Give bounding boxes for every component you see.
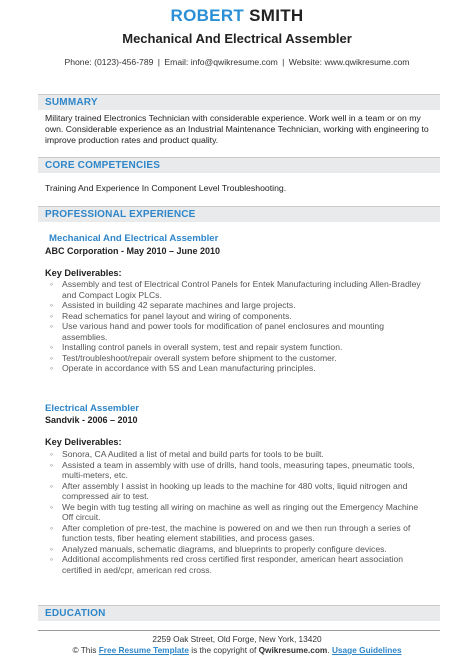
website-label: Website: [288, 57, 323, 67]
website-value[interactable]: www.qwikresume.com [324, 57, 410, 67]
copyright-usage: . [327, 645, 332, 655]
bullet-icon: ◦ [50, 554, 54, 564]
key-deliverables-label: Key Deliverables: [45, 437, 122, 447]
list-item: ◦ Assisted in building 42 separate machines and large projects. [50, 300, 296, 310]
list-item: ◦ Installing control panels in overall system, test and repair system function. [50, 342, 343, 352]
bullet-icon: ◦ [50, 480, 54, 491]
key-deliverables-label: Key Deliverables: [45, 268, 122, 278]
list-item: ◦ Read schematics for panel layout and wiring of components. [50, 310, 292, 321]
footer-copyright [0, 645, 474, 656]
list-item: ◦ Additional accomplishments red cross certified first responder, american heart association certified in aed/cpr, american red cross. [50, 554, 404, 575]
bullet-icon: ◦ [50, 501, 54, 512]
list-item: ◦ We begin with tug testing all wiring on machine as well as ringing out the Emergency Machine Off circuit. [50, 501, 419, 522]
target-job-title: Mechanical And Electrical Assembler [122, 31, 352, 46]
section-summary-header [38, 94, 440, 110]
bullet-icon: ◦ [50, 310, 54, 321]
contact-separator: | [282, 57, 285, 67]
list-item: ◦ Operate in accordance with 5S and Lean manufacturing principles. [50, 363, 316, 373]
section-title: PROFESSIONAL EXPERIENCE [45, 209, 196, 220]
list-item: ◦ After assembly I assist in hooking up leads to the machine for 480 volts, liquid nitrogen and compressed air to test. [50, 480, 408, 501]
contact-line [0, 57, 474, 67]
copyright-prefix: © This [72, 645, 97, 655]
bullet-icon: ◦ [50, 342, 54, 352]
phone-value: (0123)-456-789 [94, 57, 154, 67]
section-education-header [38, 605, 440, 621]
candidate-name [0, 6, 474, 26]
usage-guidelines-link[interactable]: Usage Guidelines [331, 645, 402, 655]
copyright-mid: is the copyright of [191, 645, 257, 655]
list-item: ◦ Use various hand and power tools for modification of panel enclosures and mounting assemblies. [50, 321, 384, 342]
first-name: ROBERT [170, 6, 245, 25]
list-item: ◦ After completion of pre-test, the machine is powered on and we then run through a series of function tests, fiber heating element stabilities, and process gases. [50, 522, 411, 543]
job-bullets [45, 279, 425, 374]
site-name: Qwikresume.com [258, 645, 328, 655]
list-item: ◦ Sonora, CA Audited a list of metal and build parts for tools to be built. [50, 449, 324, 459]
bullet-icon: ◦ [50, 363, 54, 373]
job-bullets [45, 449, 425, 575]
bullet-icon: ◦ [50, 459, 54, 470]
bullet-icon: ◦ [50, 522, 54, 533]
footer-address: 2259 Oak Street, Old Forge, New York, 13420 [152, 634, 322, 644]
footer-divider [38, 630, 440, 631]
email-value[interactable]: info@qwikresume.com [190, 57, 278, 67]
competencies-text: Training And Experience In Component Level Troubleshooting. [45, 183, 287, 193]
section-experience-header [38, 206, 440, 222]
job-company-dates: ABC Corporation - May 2010 – June 2010 [45, 246, 221, 256]
bullet-icon: ◦ [50, 279, 54, 289]
job-company-dates: Sandvik - 2006 – 2010 [45, 415, 138, 425]
phone-label: Phone: [64, 57, 92, 67]
bullet-icon: ◦ [50, 352, 54, 363]
email-label: Email: [164, 57, 189, 67]
list-item: ◦ Analyzed manuals, schematic diagrams, and blueprints to properly configure devices. [50, 543, 387, 554]
bullet-icon: ◦ [50, 300, 54, 310]
last-name: SMITH [249, 6, 304, 25]
bullet-icon: ◦ [50, 449, 54, 459]
section-competencies-header [38, 157, 440, 173]
list-item: ◦ Assisted a team in assembly with use of drills, hand tools, measuring tapes, pneumatic tools, multi-meters, etc. [50, 459, 415, 480]
section-title: EDUCATION [45, 608, 106, 619]
resume-header [0, 0, 474, 67]
section-title: SUMMARY [45, 97, 98, 108]
bullet-icon: ◦ [50, 321, 54, 331]
summary-text: Military trained Electronics Technician with considerable experience. Work well in a team or on my own. Considerable experience as an Industrial Maintenance Technician, working with engineering to improve production rates and product quality. [45, 113, 429, 145]
section-title: CORE COMPETENCIES [45, 160, 161, 171]
contact-separator: | [157, 57, 161, 67]
free-resume-template-link[interactable]: Free Resume Template [98, 645, 189, 655]
job-title: Mechanical And Electrical Assembler [49, 233, 219, 244]
job-title: Electrical Assembler [45, 403, 140, 414]
list-item: ◦ Assembly and test of Electrical Control Panels for Entek Manufacturing including Allen-Bradley and Compact Logix PLCs. [50, 279, 421, 300]
bullet-icon: ◦ [50, 543, 54, 554]
list-item: ◦ Test/troubleshoot/repair overall system before shipment to the customer. [50, 352, 337, 363]
